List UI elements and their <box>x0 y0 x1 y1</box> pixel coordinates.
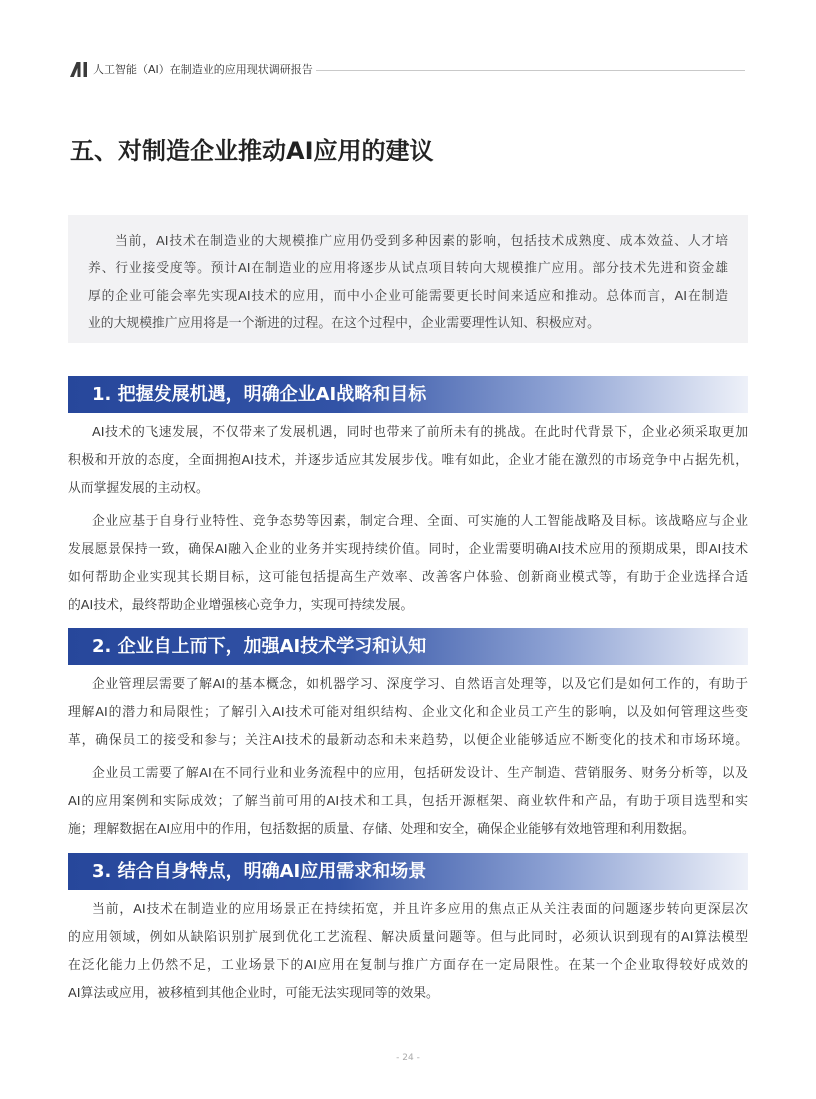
paragraph-line: 企业员工需要了解AI在不同行业和业务流程中的应用，包括研发设计、生产制造、营销服务、财务分析等，以及 <box>92 766 748 781</box>
paragraph-line: 业的大规模推广应用将是一个渐进的过程。在这个过程中，企业需要理性认知、积极应对。 <box>88 315 600 331</box>
paragraph-line: 从而掌握发展的主动权。 <box>68 481 209 496</box>
paragraph <box>68 896 748 1008</box>
paragraph-line: 当前，AI技术在制造业的应用场景正在持续拓宽，并且许多应用的焦点正从关注表面的问题逐步转向更深层次 <box>92 902 748 917</box>
page-number: - 24 - <box>396 1053 420 1063</box>
paragraph-line: 厚的企业可能会率先实现AI技术的应用，而中小企业可能需要更长时间来适应和推动。总体而言，AI在制造 <box>88 288 728 304</box>
paragraph <box>68 419 748 503</box>
paragraph-line: 在泛化能力上仍然不足，工业场景下的AI应用在复制与推广方面存在一定局限性。在某一个企业取得较好成效的 <box>68 958 748 973</box>
section-heading: 3. 结合自身特点，明确AI应用需求和场景 <box>68 853 748 890</box>
paragraph <box>68 760 748 844</box>
paragraph-line: AI的应用案例和实际成效；了解当前可用的AI技术和工具，包括开源框架、商业软件和产品，有助于项目选型和实 <box>68 794 748 809</box>
intro-box <box>68 215 748 343</box>
section-1 <box>68 376 748 620</box>
paragraph-line: 的应用领域，例如从缺陷识别扩展到优化工艺流程、解决质量问题等。但与此同时，必须认识到现有的AI算法模型 <box>68 930 748 945</box>
section-2 <box>68 628 748 844</box>
paragraph-line: 革，确保员工的接受和参与；关注AI技术的最新动态和未来趋势，以便企业能够适应不断变化的技术和市场环境。 <box>68 733 748 748</box>
paragraph-line: AI技术的飞速发展，不仅带来了发展机遇，同时也带来了前所未有的挑战。在此时代背景下，企业必须采取更加 <box>92 425 748 440</box>
paragraph-line: 企业应基于自身行业特性、竞争态势等因素，制定合理、全面、可实施的人工智能战略及目标。该战略应与企业 <box>92 514 748 529</box>
section-heading: 2. 企业自上而下，加强AI技术学习和认知 <box>68 628 748 665</box>
paragraph <box>68 671 748 755</box>
report-logo <box>70 62 89 77</box>
section-heading: 1. 把握发展机遇，明确企业AI战略和目标 <box>68 376 748 413</box>
paragraph-line: 当前，AI技术在制造业的大规模推广应用仍受到多种因素的影响，包括技术成熟度、成本效益、人才培 <box>115 234 728 249</box>
section-3 <box>68 853 748 1008</box>
paragraph-line: AI算法或应用，被移植到其他企业时，可能无法实现同等的效果。 <box>68 986 439 1001</box>
paragraph-line: 积极和开放的态度，全面拥抱AI技术，并逐步适应其发展步伐。唯有如此，企业才能在激烈的市场竞争中占据先机， <box>68 453 748 468</box>
paragraph-line: 施；理解数据在AI应用中的作用，包括数据的质量、存储、处理和安全，确保企业能够有效地管理和利用数据。 <box>68 822 695 837</box>
running-header-title: 人工智能（AI）在制造业的应用现状调研报告 <box>93 63 313 76</box>
paragraph-line: 企业管理层需要了解AI的基本概念，如机器学习、深度学习、自然语言处理等，以及它们是如何工作的，有助于 <box>92 677 748 692</box>
paragraph-line: 的AI技术，最终帮助企业增强核心竞争力，实现可持续发展。 <box>68 598 414 613</box>
paragraph-line: 如何帮助企业实现其长期目标，这可能包括提高生产效率、改善客户体验、创新商业模式等，有助于企业选择合适 <box>68 570 748 585</box>
paragraph-line: 理解AI的潜力和局限性；了解引入AI技术可能对组织结构、企业文化和企业员工产生的影响，以及如何管理这些变 <box>68 705 748 720</box>
chapter-title: 五、对制造企业推动AI应用的建议 <box>70 137 434 165</box>
paragraph-line: 养、行业接受度等。预计AI在制造业的应用将逐步从试点项目转向大规模推广应用。部分技术先进和资金雄 <box>88 261 728 277</box>
header-divider <box>316 70 745 71</box>
paragraph-line: 发展愿景保持一致，确保AI融入企业的业务并实现持续价值。同时，企业需要明确AI技术应用的预期成果，即AI技术 <box>68 542 748 557</box>
paragraph <box>68 508 748 620</box>
